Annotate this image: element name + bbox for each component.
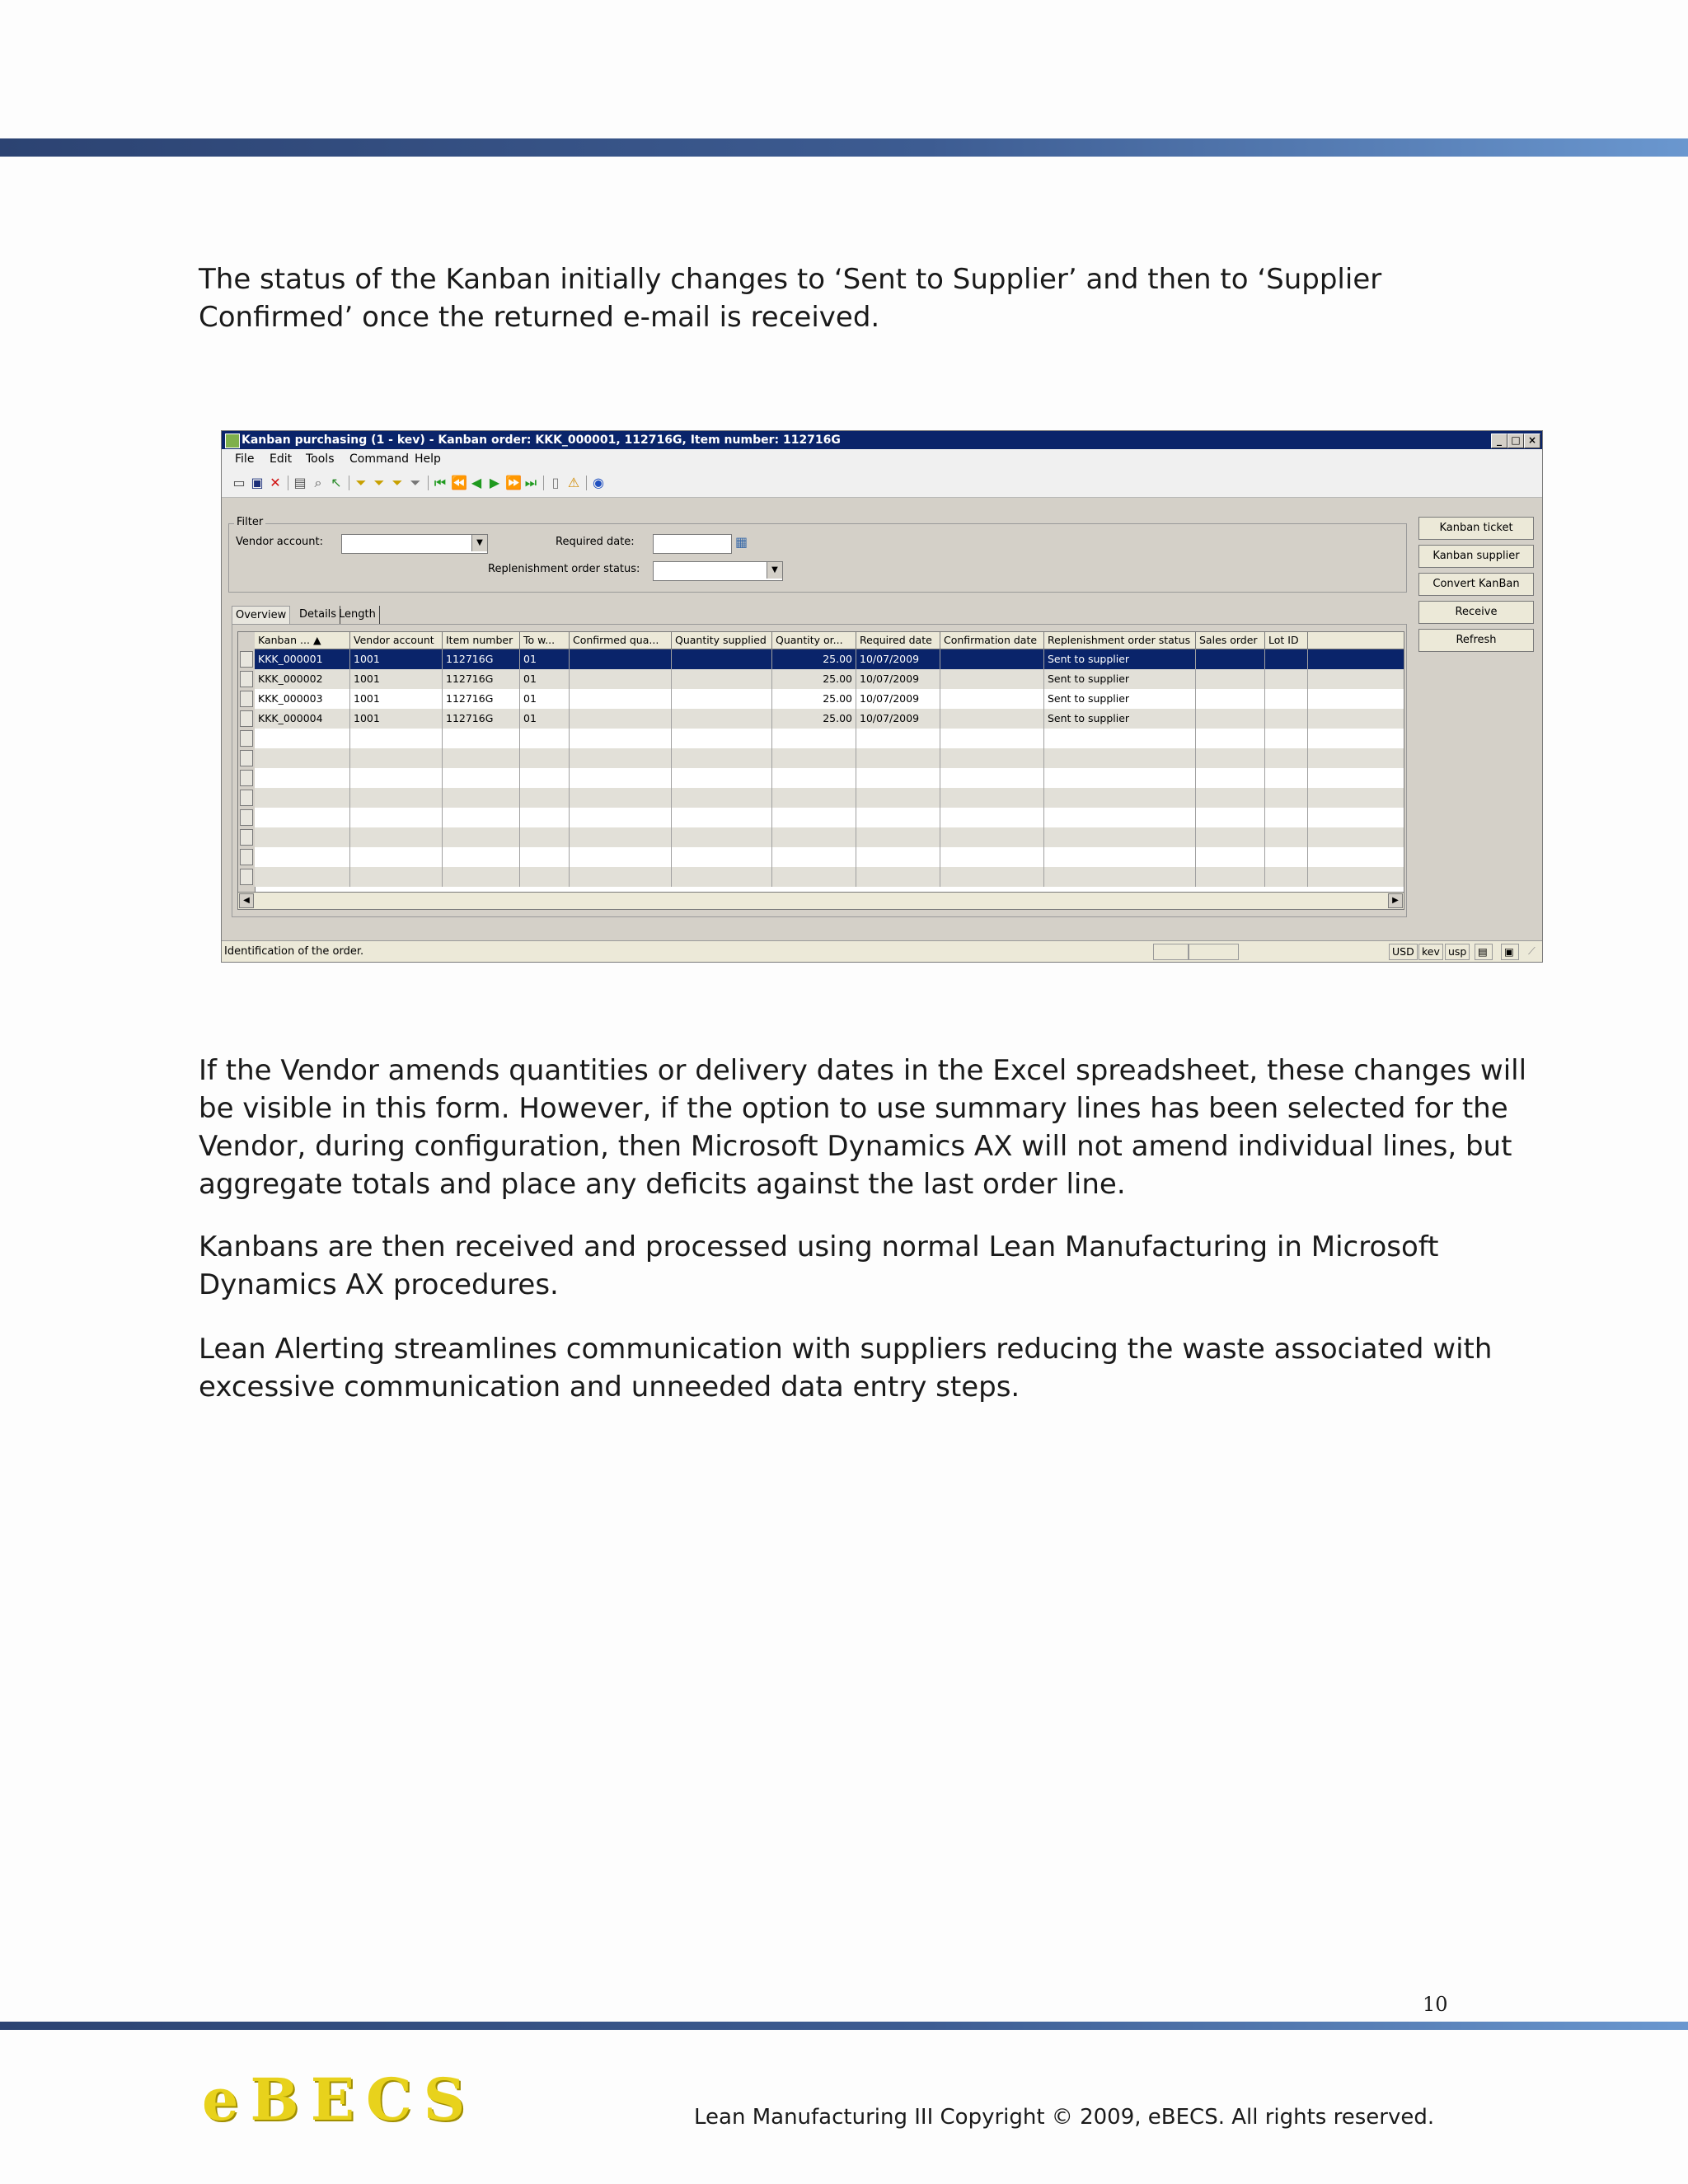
go-to-main-table-icon[interactable]: ↖ — [331, 475, 342, 490]
column-header-quantity-ordered[interactable]: Quantity or... — [772, 632, 856, 649]
delete-icon[interactable]: ✕ — [270, 475, 281, 490]
column-header-confirmation-date[interactable]: Confirmation date — [940, 632, 1044, 649]
row-selector-column — [238, 632, 256, 893]
filter-by-selection-icon[interactable]: ⏷ — [355, 475, 367, 490]
cell-required-date[interactable] — [856, 788, 940, 808]
cell-replenishment-status[interactable] — [1044, 847, 1196, 867]
column-header-kanban[interactable]: Kanban ... ▲ — [255, 632, 350, 649]
tab-overview[interactable]: Overview — [232, 606, 290, 625]
cell-required-date[interactable] — [856, 748, 940, 768]
row-selector[interactable] — [240, 770, 253, 786]
cell-lot-id[interactable] — [1265, 808, 1308, 827]
cell-to-warehouse[interactable] — [520, 788, 570, 808]
alert-icon[interactable]: ⚠ — [567, 475, 580, 490]
resize-grip-icon[interactable]: ⟋ — [1528, 944, 1536, 957]
column-header-replenishment-status[interactable]: Replenishment order status — [1044, 632, 1196, 649]
cell-kanban[interactable]: KKK_000003 — [255, 689, 350, 709]
cell-confirmation-date[interactable] — [940, 709, 1044, 729]
cell-quantity-ordered[interactable]: 25.00 — [772, 709, 856, 729]
cell-sales-order[interactable] — [1196, 748, 1265, 768]
cell-quantity-supplied[interactable] — [672, 788, 772, 808]
cell-to-warehouse[interactable] — [520, 729, 570, 748]
column-header-confirmed-quantity[interactable]: Confirmed qua... — [570, 632, 672, 649]
menu-tools[interactable]: Tools — [306, 452, 335, 466]
row-selector[interactable] — [240, 730, 253, 747]
cell-quantity-ordered[interactable]: 25.00 — [772, 669, 856, 689]
empty-table-row[interactable] — [255, 808, 1404, 827]
cell-to-warehouse[interactable] — [520, 827, 570, 847]
new-icon[interactable]: ▭ — [232, 475, 246, 490]
row-selector[interactable] — [240, 691, 253, 707]
required-date-field[interactable] — [653, 534, 732, 554]
cell-item-number[interactable] — [443, 847, 520, 867]
copyright-text: Lean Manufacturing III Copyright © 2009, eBECS. All rights reserved. — [694, 2105, 1435, 2130]
cell-replenishment-status[interactable] — [1044, 827, 1196, 847]
cell-confirmation-date[interactable] — [940, 867, 1044, 887]
cell-replenishment-status[interactable] — [1044, 788, 1196, 808]
column-header-quantity-supplied[interactable]: Quantity supplied — [672, 632, 772, 649]
toolbar — [222, 469, 1542, 498]
cell-vendor-account[interactable]: 1001 — [350, 689, 443, 709]
dropdown-arrow-icon[interactable]: ▼ — [471, 535, 487, 551]
ebecs-logo: eBECS — [202, 2065, 477, 2134]
footer-band — [0, 2022, 1688, 2030]
cell-replenishment-status[interactable]: Sent to supplier — [1044, 669, 1196, 689]
cell-quantity-supplied[interactable] — [672, 867, 772, 887]
cell-item-number[interactable] — [443, 827, 520, 847]
cell-confirmed-quantity[interactable] — [570, 748, 672, 768]
row-selector[interactable] — [240, 790, 253, 806]
received-paragraph: Kanbans are then received and processed using normal Lean Manufacturing in Microsoft Dynamics AX procedures. — [199, 1230, 1439, 1301]
menu-file[interactable]: File — [235, 452, 255, 466]
cell-kanban[interactable] — [255, 748, 350, 768]
cell-confirmed-quantity[interactable] — [570, 867, 672, 887]
cell-sales-order[interactable] — [1196, 768, 1265, 788]
minimize-icon[interactable]: _ — [1491, 434, 1507, 448]
cell-lot-id[interactable] — [1265, 729, 1308, 748]
cell-lot-id[interactable] — [1265, 788, 1308, 808]
cell-to-warehouse[interactable]: 01 — [520, 689, 570, 709]
save-icon[interactable]: ▣ — [251, 475, 264, 490]
cell-kanban[interactable] — [255, 867, 350, 887]
window-title: Kanban purchasing (1 - kev) - Kanban order: KKK_000001, 112716G, Item number: 112716G — [241, 434, 841, 447]
cell-required-date[interactable]: 10/07/2009 — [856, 669, 940, 689]
cell-confirmation-date[interactable] — [940, 729, 1044, 748]
cell-required-date[interactable] — [856, 827, 940, 847]
notification-icon[interactable]: ▤ — [1475, 944, 1493, 960]
cell-kanban[interactable] — [255, 847, 350, 867]
column-header-vendor-account[interactable]: Vendor account — [350, 632, 443, 649]
cell-confirmation-date[interactable] — [940, 808, 1044, 827]
menu-edit[interactable]: Edit — [270, 452, 293, 466]
previous-page-icon[interactable]: ⏪ — [451, 475, 467, 490]
vendor-account-field[interactable] — [341, 534, 488, 554]
help-icon[interactable]: ◉ — [593, 475, 604, 490]
cell-required-date[interactable] — [856, 808, 940, 827]
cell-item-number[interactable] — [443, 768, 520, 788]
column-header-to-warehouse[interactable]: To w... — [520, 632, 570, 649]
cell-lot-id[interactable] — [1265, 689, 1308, 709]
next-record-icon[interactable]: ▶ — [489, 475, 500, 490]
cell-confirmation-date[interactable] — [940, 847, 1044, 867]
cell-sales-order[interactable] — [1196, 689, 1265, 709]
required-date-label: Required date: — [556, 536, 635, 548]
cell-vendor-account[interactable] — [350, 808, 443, 827]
cell-to-warehouse[interactable] — [520, 808, 570, 827]
menu-bar — [222, 449, 1542, 469]
cell-quantity-ordered[interactable]: 25.00 — [772, 689, 856, 709]
cell-item-number[interactable]: 112716G — [443, 689, 520, 709]
advanced-filter-icon[interactable]: ⏷ — [392, 475, 403, 490]
cell-confirmed-quantity[interactable] — [570, 808, 672, 827]
partition-indicator[interactable]: usp — [1445, 944, 1470, 960]
cell-replenishment-status[interactable] — [1044, 768, 1196, 788]
cell-confirmation-date[interactable] — [940, 788, 1044, 808]
cell-lot-id[interactable] — [1265, 847, 1308, 867]
column-header-required-date[interactable]: Required date — [856, 632, 940, 649]
status-bar — [222, 940, 1542, 963]
cell-vendor-account[interactable] — [350, 827, 443, 847]
cell-confirmed-quantity[interactable] — [570, 827, 672, 847]
row-selector[interactable] — [240, 809, 253, 826]
cell-required-date[interactable]: 10/07/2009 — [856, 709, 940, 729]
replenishment-status-field[interactable] — [653, 561, 783, 581]
cell-quantity-supplied[interactable] — [672, 768, 772, 788]
cell-vendor-account[interactable]: 1001 — [350, 649, 443, 669]
overview-panel — [232, 624, 1407, 917]
cell-confirmation-date[interactable] — [940, 689, 1044, 709]
cell-lot-id[interactable] — [1265, 709, 1308, 729]
menu-help[interactable]: Help — [415, 452, 441, 466]
cell-vendor-account[interactable]: 1001 — [350, 709, 443, 729]
cell-kanban[interactable] — [255, 808, 350, 827]
calendar-icon[interactable]: ▦ — [735, 534, 748, 550]
grid-header — [255, 632, 1404, 649]
cell-quantity-supplied[interactable] — [672, 827, 772, 847]
cell-quantity-ordered[interactable] — [772, 827, 856, 847]
row-selector[interactable] — [240, 651, 253, 668]
toolbar-separator — [543, 476, 544, 490]
dropdown-arrow-icon[interactable]: ▼ — [767, 562, 782, 579]
cell-confirmed-quantity[interactable] — [570, 669, 672, 689]
cell-confirmed-quantity[interactable] — [570, 649, 672, 669]
cell-quantity-supplied[interactable] — [672, 709, 772, 729]
print-preview-icon[interactable]: ⌕ — [314, 475, 322, 490]
filter-group — [228, 516, 1407, 593]
empty-table-row[interactable] — [255, 748, 1404, 768]
cell-required-date[interactable]: 10/07/2009 — [856, 649, 940, 669]
cell-quantity-supplied[interactable] — [672, 649, 772, 669]
cell-lot-id[interactable] — [1265, 867, 1308, 887]
cell-kanban[interactable]: KKK_000002 — [255, 669, 350, 689]
cell-required-date[interactable]: 10/07/2009 — [856, 689, 940, 709]
previous-record-icon[interactable]: ◀ — [471, 475, 482, 490]
cell-item-number[interactable] — [443, 867, 520, 887]
filter-by-grid-icon[interactable]: ⏷ — [373, 475, 385, 490]
horizontal-scrollbar[interactable] — [237, 892, 1404, 910]
cell-item-number[interactable] — [443, 788, 520, 808]
cell-sales-order[interactable] — [1196, 669, 1265, 689]
table-row[interactable] — [255, 669, 1404, 689]
cell-vendor-account[interactable] — [350, 729, 443, 748]
convert-kanban-button[interactable]: Convert KanBan — [1418, 573, 1534, 596]
cell-sales-order[interactable] — [1196, 709, 1265, 729]
kanban-supplier-button[interactable]: Kanban supplier — [1418, 545, 1534, 568]
row-selector[interactable] — [240, 710, 253, 727]
cell-vendor-account[interactable] — [350, 867, 443, 887]
cell-item-number[interactable]: 112716G — [443, 709, 520, 729]
close-icon[interactable]: × — [1524, 434, 1540, 448]
cell-sales-order[interactable] — [1196, 649, 1265, 669]
cell-item-number[interactable]: 112716G — [443, 669, 520, 689]
remove-filter-icon[interactable]: ⏷ — [410, 475, 421, 490]
cell-confirmed-quantity[interactable] — [570, 847, 672, 867]
vendor-amend-paragraph: If the Vendor amends quantities or delivery dates in the Excel spreadsheet, these changes will be visible in this form. However, if the option to use summary lines has been selected for the Vendor, during configuration, then Microsoft Dynamics AX will not amend individual lines, but aggregate totals and place any deficits against the last order line. — [199, 1054, 1527, 1201]
cell-item-number[interactable] — [443, 748, 520, 768]
cell-replenishment-status[interactable] — [1044, 867, 1196, 887]
cell-quantity-ordered[interactable] — [772, 808, 856, 827]
empty-table-row[interactable] — [255, 729, 1404, 748]
row-selector[interactable] — [240, 869, 253, 885]
empty-table-row[interactable] — [255, 867, 1404, 887]
cell-lot-id[interactable] — [1265, 748, 1308, 768]
cell-quantity-ordered[interactable] — [772, 788, 856, 808]
cell-to-warehouse[interactable] — [520, 768, 570, 788]
cell-quantity-supplied[interactable] — [672, 729, 772, 748]
currency-indicator[interactable]: USD — [1389, 944, 1418, 960]
cell-confirmation-date[interactable] — [940, 748, 1044, 768]
receive-button[interactable]: Receive — [1418, 601, 1534, 624]
replenishment-status-label: Replenishment order status: — [488, 563, 640, 575]
next-page-icon[interactable]: ⏩ — [505, 475, 522, 490]
cell-confirmed-quantity[interactable] — [570, 689, 672, 709]
cell-item-number[interactable]: 112716G — [443, 649, 520, 669]
empty-table-row[interactable] — [255, 847, 1404, 867]
cell-to-warehouse[interactable] — [520, 867, 570, 887]
cell-quantity-ordered[interactable] — [772, 867, 856, 887]
first-record-icon[interactable]: ⏮ — [434, 475, 447, 490]
row-selector[interactable] — [240, 671, 253, 687]
refresh-button[interactable]: Refresh — [1418, 629, 1534, 652]
cell-replenishment-status[interactable] — [1044, 808, 1196, 827]
cell-confirmed-quantity[interactable] — [570, 768, 672, 788]
scroll-right-icon[interactable]: ▶ — [1388, 893, 1403, 908]
cell-confirmation-date[interactable] — [940, 649, 1044, 669]
last-record-icon[interactable]: ⏭ — [524, 475, 537, 490]
cell-sales-order[interactable] — [1196, 847, 1265, 867]
cell-quantity-ordered[interactable] — [772, 847, 856, 867]
cell-quantity-supplied[interactable] — [672, 808, 772, 827]
cell-vendor-account[interactable] — [350, 847, 443, 867]
cell-required-date[interactable] — [856, 729, 940, 748]
cell-lot-id[interactable] — [1265, 768, 1308, 788]
row-selector[interactable] — [240, 849, 253, 865]
cell-confirmation-date[interactable] — [940, 669, 1044, 689]
status-panel — [1188, 944, 1239, 960]
cell-lot-id[interactable] — [1265, 669, 1308, 689]
cell-sales-order[interactable] — [1196, 788, 1265, 808]
cell-quantity-ordered[interactable] — [772, 729, 856, 748]
cell-lot-id[interactable] — [1265, 827, 1308, 847]
cell-item-number[interactable] — [443, 729, 520, 748]
cell-replenishment-status[interactable]: Sent to supplier — [1044, 649, 1196, 669]
header-band — [0, 138, 1688, 157]
column-header-item-number[interactable]: Item number — [443, 632, 520, 649]
cell-item-number[interactable] — [443, 808, 520, 827]
row-selector[interactable] — [240, 829, 253, 846]
cell-sales-order[interactable] — [1196, 729, 1265, 748]
table-row[interactable] — [255, 689, 1404, 709]
maximize-icon[interactable]: □ — [1507, 434, 1524, 448]
cell-to-warehouse[interactable]: 01 — [520, 709, 570, 729]
column-header-lot-id[interactable]: Lot ID — [1265, 632, 1308, 649]
cell-sales-order[interactable] — [1196, 867, 1265, 887]
cell-replenishment-status[interactable] — [1044, 748, 1196, 768]
column-header-sales-order[interactable]: Sales order — [1196, 632, 1265, 649]
cell-quantity-supplied[interactable] — [672, 847, 772, 867]
toolbar-separator — [428, 476, 429, 490]
status-text: Identification of the order. — [224, 945, 364, 958]
cell-confirmation-date[interactable] — [940, 827, 1044, 847]
cell-quantity-supplied[interactable] — [672, 689, 772, 709]
status-panel — [1153, 944, 1189, 960]
cell-vendor-account[interactable] — [350, 788, 443, 808]
cell-vendor-account[interactable] — [350, 768, 443, 788]
empty-table-row[interactable] — [255, 788, 1404, 808]
print-icon[interactable]: ▤ — [293, 475, 307, 490]
cell-quantity-ordered[interactable]: 25.00 — [772, 649, 856, 669]
cell-kanban[interactable] — [255, 729, 350, 748]
cell-replenishment-status[interactable]: Sent to supplier — [1044, 689, 1196, 709]
cell-sales-order[interactable] — [1196, 808, 1265, 827]
cell-sales-order[interactable] — [1196, 827, 1265, 847]
cell-required-date[interactable] — [856, 847, 940, 867]
window-list-icon[interactable]: ▣ — [1501, 944, 1519, 960]
page-number: 10 — [1423, 1993, 1448, 2016]
cell-to-warehouse[interactable] — [520, 847, 570, 867]
document-handling-icon[interactable]: ▯ — [551, 475, 560, 490]
cell-quantity-ordered[interactable] — [772, 768, 856, 788]
empty-table-row[interactable] — [255, 768, 1404, 788]
cell-to-warehouse[interactable]: 01 — [520, 669, 570, 689]
kanban-purchasing-window — [221, 430, 1543, 963]
window-titlebar — [222, 431, 1542, 449]
cell-to-warehouse[interactable]: 01 — [520, 649, 570, 669]
cell-quantity-supplied[interactable] — [672, 669, 772, 689]
menu-command[interactable]: Command — [349, 452, 409, 466]
cell-confirmed-quantity[interactable] — [570, 709, 672, 729]
cell-kanban[interactable]: KKK_000001 — [255, 649, 350, 669]
table-row[interactable] — [255, 649, 1404, 669]
kanban-ticket-button[interactable]: Kanban ticket — [1418, 517, 1534, 540]
table-row[interactable] — [255, 709, 1404, 729]
scroll-left-icon[interactable]: ◀ — [239, 893, 254, 908]
cell-vendor-account[interactable] — [350, 748, 443, 768]
cell-confirmed-quantity[interactable] — [570, 788, 672, 808]
intro-paragraph: The status of the Kanban initially changes to ‘Sent to Supplier’ and then to ‘Supplier Confirmed’ once the returned e-mail is received. — [199, 263, 1382, 334]
cell-kanban[interactable] — [255, 768, 350, 788]
cell-kanban[interactable] — [255, 827, 350, 847]
filter-legend: Filter — [234, 516, 265, 528]
cell-kanban[interactable]: KKK_000004 — [255, 709, 350, 729]
kanban-grid — [237, 631, 1404, 893]
vendor-account-label: Vendor account: — [236, 536, 323, 548]
company-indicator[interactable]: kev — [1418, 944, 1443, 960]
cell-lot-id[interactable] — [1265, 649, 1308, 669]
tab-length[interactable]: Length — [335, 606, 380, 624]
cell-confirmed-quantity[interactable] — [570, 729, 672, 748]
cell-to-warehouse[interactable] — [520, 748, 570, 768]
cell-required-date[interactable] — [856, 867, 940, 887]
app-icon — [225, 434, 240, 448]
cell-replenishment-status[interactable] — [1044, 729, 1196, 748]
cell-required-date[interactable] — [856, 768, 940, 788]
cell-quantity-ordered[interactable] — [772, 748, 856, 768]
cell-replenishment-status[interactable]: Sent to supplier — [1044, 709, 1196, 729]
lean-alerting-paragraph: Lean Alerting streamlines communication with suppliers reducing the waste associated with excessive communication and unneeded data entry steps. — [199, 1333, 1493, 1404]
empty-table-row[interactable] — [255, 827, 1404, 847]
cell-kanban[interactable] — [255, 788, 350, 808]
cell-quantity-supplied[interactable] — [672, 748, 772, 768]
cell-vendor-account[interactable]: 1001 — [350, 669, 443, 689]
row-selector[interactable] — [240, 750, 253, 766]
tab-details[interactable]: Details — [296, 606, 340, 624]
cell-confirmation-date[interactable] — [940, 768, 1044, 788]
toolbar-separator — [586, 476, 587, 490]
